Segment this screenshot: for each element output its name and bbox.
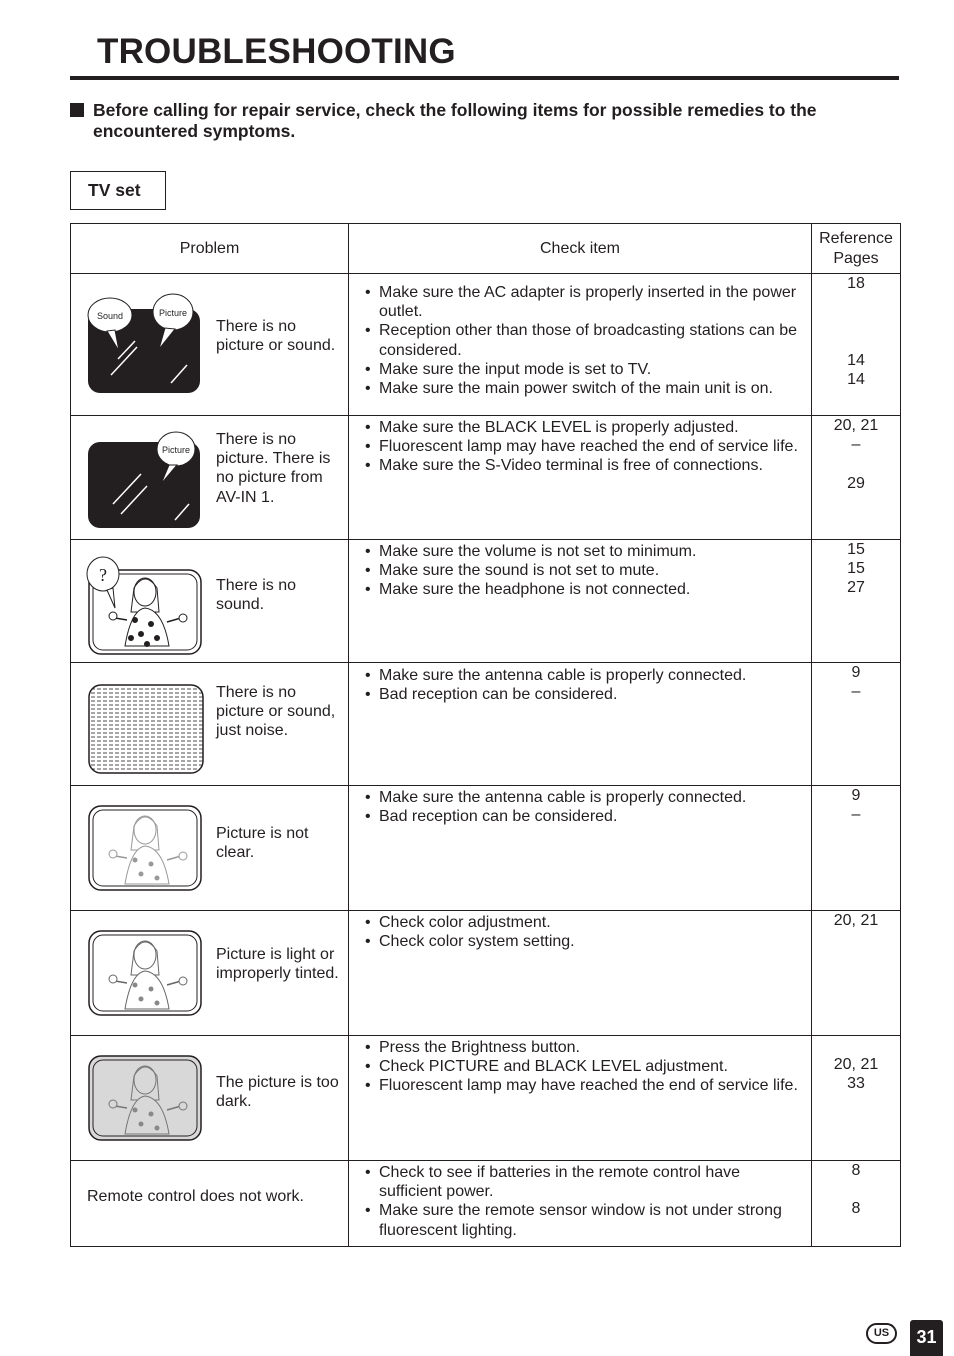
table-row (71, 911, 901, 1036)
check-item: • Check PICTURE and BLACK LEVEL adjustment. (363, 1057, 805, 1076)
check-item: • Bad reception can be considered. (363, 685, 805, 704)
reference-page: 14 (847, 370, 865, 388)
reference-pages-cell (812, 1161, 901, 1247)
square-bullet-icon (70, 103, 84, 117)
reference-page (812, 312, 900, 331)
reference-pages-cell (812, 663, 901, 786)
problem-text: Remote control does not work. (87, 1188, 304, 1205)
reference-pages-cell (812, 540, 901, 663)
check-item: • Check color system setting. (363, 932, 805, 951)
reference-pages-cell (812, 911, 901, 1036)
reference-pages-cell (812, 416, 901, 540)
reference-page: 20, 21 (833, 1056, 879, 1074)
problem-cell (71, 1161, 349, 1247)
intro-note (70, 100, 890, 142)
table-header-row (71, 224, 901, 274)
check-item: • Make sure the remote sensor window is not under strong fluorescent lighting. (363, 1201, 805, 1239)
tv-no-sound-icon (85, 548, 205, 658)
reference-page (812, 1180, 900, 1199)
problem-text: Picture is not clear. (216, 825, 309, 862)
reference-page: – (851, 436, 861, 454)
check-items-cell (349, 416, 812, 540)
problem-cell (71, 786, 349, 911)
column-header-problem: Problem (71, 224, 349, 274)
bubble-question-label: ? (99, 565, 107, 585)
reference-page: 9 (851, 664, 861, 681)
reference-page (812, 1036, 900, 1055)
problem-cell (71, 416, 349, 540)
check-items-cell (349, 1036, 812, 1161)
reference-page: 8 (851, 1200, 861, 1218)
problem-text: There is no picture or sound, just noise. (216, 684, 336, 740)
reference-page: – (851, 806, 861, 824)
page-title: TROUBLESHOOTING (97, 32, 456, 71)
reference-pages-cell (812, 1036, 901, 1161)
check-items-cell (349, 540, 812, 663)
reference-page: 29 (847, 474, 865, 492)
check-item: • Make sure the volume is not set to minimum. (363, 542, 805, 561)
title-rule (70, 76, 899, 80)
reference-page: 14 (847, 351, 865, 369)
table-row (71, 1036, 901, 1161)
table-row (71, 786, 901, 911)
reference-page: 20, 21 (833, 417, 879, 434)
check-item: • Fluorescent lamp may have reached the end of service life. (363, 437, 805, 456)
problem-cell (71, 1036, 349, 1161)
tv-noise-icon (85, 675, 205, 785)
reference-pages-cell (812, 274, 901, 416)
check-items-cell (349, 663, 812, 786)
check-item: • Check color adjustment. (363, 913, 805, 932)
reference-page: 9 (851, 787, 861, 804)
bubble-picture-label: Picture (161, 445, 191, 455)
section-label: TV set (70, 171, 166, 210)
check-item: • Make sure the sound is not set to mute. (363, 561, 805, 580)
problem-text: There is no picture or sound. (216, 318, 336, 355)
reference-page (812, 332, 900, 351)
problem-text: The picture is too dark. (216, 1074, 339, 1111)
check-item: • Make sure the S-Video terminal is free of connections. (363, 456, 805, 475)
reference-page: 8 (851, 1162, 861, 1179)
check-item: • Check to see if batteries in the remote control have sufficient power. (363, 1163, 805, 1201)
check-item: • Make sure the antenna cable is properly connected. (363, 788, 805, 807)
tv-dark-picture-icon (85, 1050, 205, 1160)
problem-cell (71, 274, 349, 416)
column-header-reference-pages: Reference Pages (812, 224, 901, 274)
check-item: • Make sure the main power switch of the main unit is on. (363, 379, 805, 398)
check-items-cell (349, 1161, 812, 1247)
problem-text: There is no sound. (216, 577, 297, 614)
tv-no-picture-no-sound-icon (85, 289, 205, 399)
reference-pages-cell (812, 786, 901, 911)
troubleshooting-table (70, 223, 901, 1247)
table-row (71, 1161, 901, 1247)
check-item: • Make sure the AC adapter is properly inserted in the power outlet. (363, 283, 805, 321)
problem-cell (71, 540, 349, 663)
bubble-picture-label: Picture (158, 308, 188, 318)
page-number: 31 (910, 1320, 943, 1356)
problem-text: There is no picture. There is no picture from AV-IN 1. (216, 431, 331, 506)
bubble-sound-label: Sound (96, 311, 124, 321)
check-item: • Make sure the headphone is not connected. (363, 580, 805, 599)
check-item: • Fluorescent lamp may have reached the end of service life. (363, 1076, 805, 1095)
check-item: • Make sure the BLACK LEVEL is properly adjusted. (363, 418, 805, 437)
tv-no-picture-icon (85, 424, 205, 534)
problem-cell (71, 911, 349, 1036)
check-item: • Press the Brightness button. (363, 1038, 805, 1057)
reference-page: – (851, 683, 861, 701)
problem-cell (71, 663, 349, 786)
tv-unclear-picture-icon (85, 800, 205, 910)
reference-page (812, 293, 900, 312)
check-item: • Bad reception can be considered. (363, 807, 805, 826)
intro-text: Before calling for repair service, check the following items for possible remedies to the encountered symptoms. (93, 100, 817, 141)
reference-page (812, 454, 900, 473)
table-row (71, 540, 901, 663)
table-row (71, 663, 901, 786)
reference-page: 20, 21 (833, 912, 879, 929)
check-items-cell (349, 911, 812, 1036)
problem-text: Picture is light or improperly tinted. (216, 946, 339, 983)
check-item: • Make sure the input mode is set to TV. (363, 360, 805, 379)
reference-page: 15 (847, 541, 865, 558)
reference-page: 18 (847, 275, 865, 292)
reference-page: 33 (847, 1075, 865, 1093)
column-header-check-item: Check item (349, 224, 812, 274)
check-items-cell (349, 274, 812, 416)
reference-page: 27 (847, 579, 865, 597)
reference-page: 15 (847, 560, 865, 578)
tv-tinted-picture-icon (85, 925, 205, 1035)
check-items-cell (349, 786, 812, 911)
check-item: • Make sure the antenna cable is properly connected. (363, 666, 805, 685)
table-row (71, 416, 901, 540)
table-row (71, 274, 901, 416)
region-badge: US (866, 1323, 897, 1344)
check-item: • Reception other than those of broadcasting stations can be considered. (363, 321, 805, 359)
